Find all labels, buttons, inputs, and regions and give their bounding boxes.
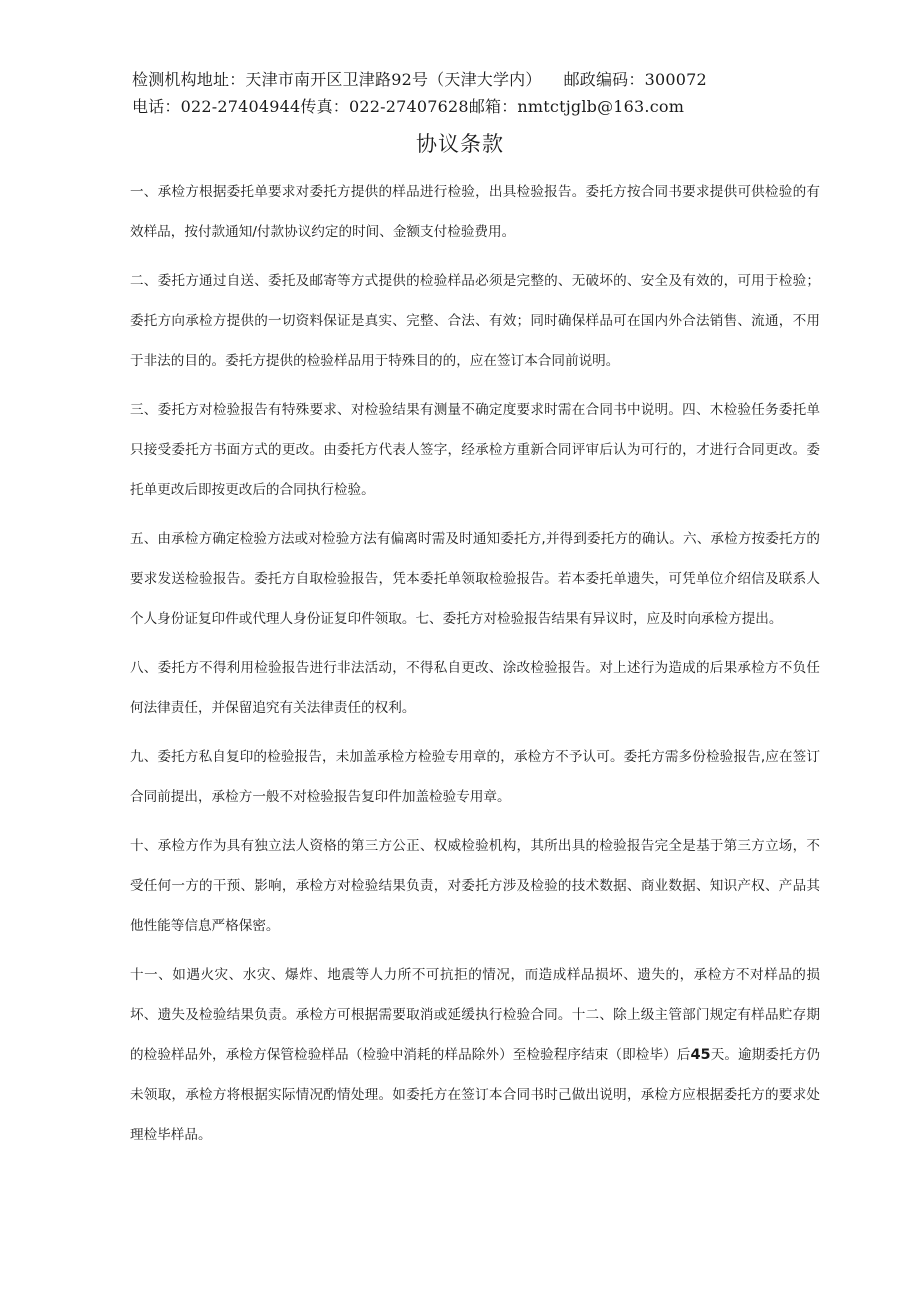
clause-11-12 bbox=[130, 955, 820, 1155]
clause-9: 九、委托方私自复印的检验报告，未加盖承检方检验专用章的，承检方不予认可。委托方需多份检验报告,应在签订合同前提出，承检方一般不对检验报告复印件加盖检验专用章。 bbox=[130, 749, 820, 805]
clause-11-part1: 十一、如遇火灾、水灾、爆炸、地震等人力所不可抗拒的情况，而造成样品损坏、遗失的，承检方不对样品的损坏、遗失及检验结果负责。承检方可根据需要取消或延缓执行检验合同。十二、除上级主管部门规定有样品贮存期的检验样品外，承检方保管检验样品（检验中消耗的样品除外）至检验程序结束（即检毕）后 bbox=[130, 967, 820, 1063]
clause-3-4: 三、委托方对检验报告有特殊要求、对检验结果有测量不确定度要求时需在合同书中说明。四、木检验任务委托单只接受委托方书面方式的更改。由委托方代表人签字，经承检方重新合同评审后认为可行的，才进行合同更改。委托单更改后即按更改后的合同执行检验。 bbox=[130, 402, 820, 498]
postcode-label: 邮政编码： bbox=[563, 70, 645, 89]
storage-days: 45 bbox=[690, 1047, 711, 1063]
email-label: 邮箱： bbox=[468, 97, 518, 116]
contact-line bbox=[132, 96, 684, 118]
postcode-value: 300072 bbox=[644, 70, 707, 89]
phone-value: 022-27404944 bbox=[180, 97, 301, 116]
clause-8: 八、委托方不得利用检验报告进行非法活动，不得私自更改、涂改检验报告。对上述行为造成的后果承检方不负任何法律责任，并保留追究有关法律责任的权利。 bbox=[130, 660, 820, 716]
clause-1: 一、承检方根据委托单要求对委托方提供的样品进行检验，出具检验报告。委托方按合同书要求提供可供检验的有效样品，按付款通知/付款协议约定的时间、金额支付检验费用。 bbox=[130, 184, 820, 240]
address-value: 天津市南开区卫津路92号（天津大学内） bbox=[245, 70, 542, 89]
page-title: 协议条款 bbox=[416, 132, 504, 156]
clause-2: 二、委托方通过自送、委托及邮寄等方式提供的检验样品必须是完整的、无破坏的、安全及有效的，可用于检验；委托方向承检方提供的一切资料保证是真实、完整、合法、有效；同时确保样品可在国内外合法销售、流通，不用于非法的目的。委托方提供的检验样品用于特殊目的的，应在签订本合同前说明。 bbox=[130, 273, 820, 369]
address-label: 检测机构地址： bbox=[132, 70, 246, 89]
clause-11-part2: 天。逾期委托方仍未领取，承检方将根据实际情况酌情处理。如委托方在签订本合同书时己做出说明，承检方应根据委托方的要求处理检毕样品。 bbox=[130, 1047, 820, 1143]
clause-10: 十、承检方作为具有独立法人资格的第三方公正、权威检验机构，其所出具的检验报告完全是基于第三方立场，不受任何一方的干预、影响，承检方对检验结果负责，对委托方涉及检验的技术数据、商业数据、知识产权、产品其他性能等信息严格保密。 bbox=[130, 838, 820, 934]
clause-5-7: 五、由承检方确定检验方法或对检验方法有偏离时需及时通知委托方,并得到委托方的确认。六、承检方按委托方的要求发送检验报告。委托方自取检验报告，凭本委托单领取检验报告。若本委托单遗失，可凭单位介绍信及联系人个人身份证复印件或代理人身份证复印件领取。七、委托方对检验报告结果有异议时，应及时向承检方提出。 bbox=[130, 531, 820, 627]
fax-label: 传真： bbox=[300, 97, 350, 116]
email-value: nmtctjglb@163.com bbox=[517, 97, 685, 116]
agreement-clauses bbox=[130, 172, 820, 1164]
phone-label: 电话： bbox=[132, 97, 181, 116]
fax-value: 022-27407628 bbox=[349, 97, 469, 116]
address-line bbox=[132, 69, 707, 91]
